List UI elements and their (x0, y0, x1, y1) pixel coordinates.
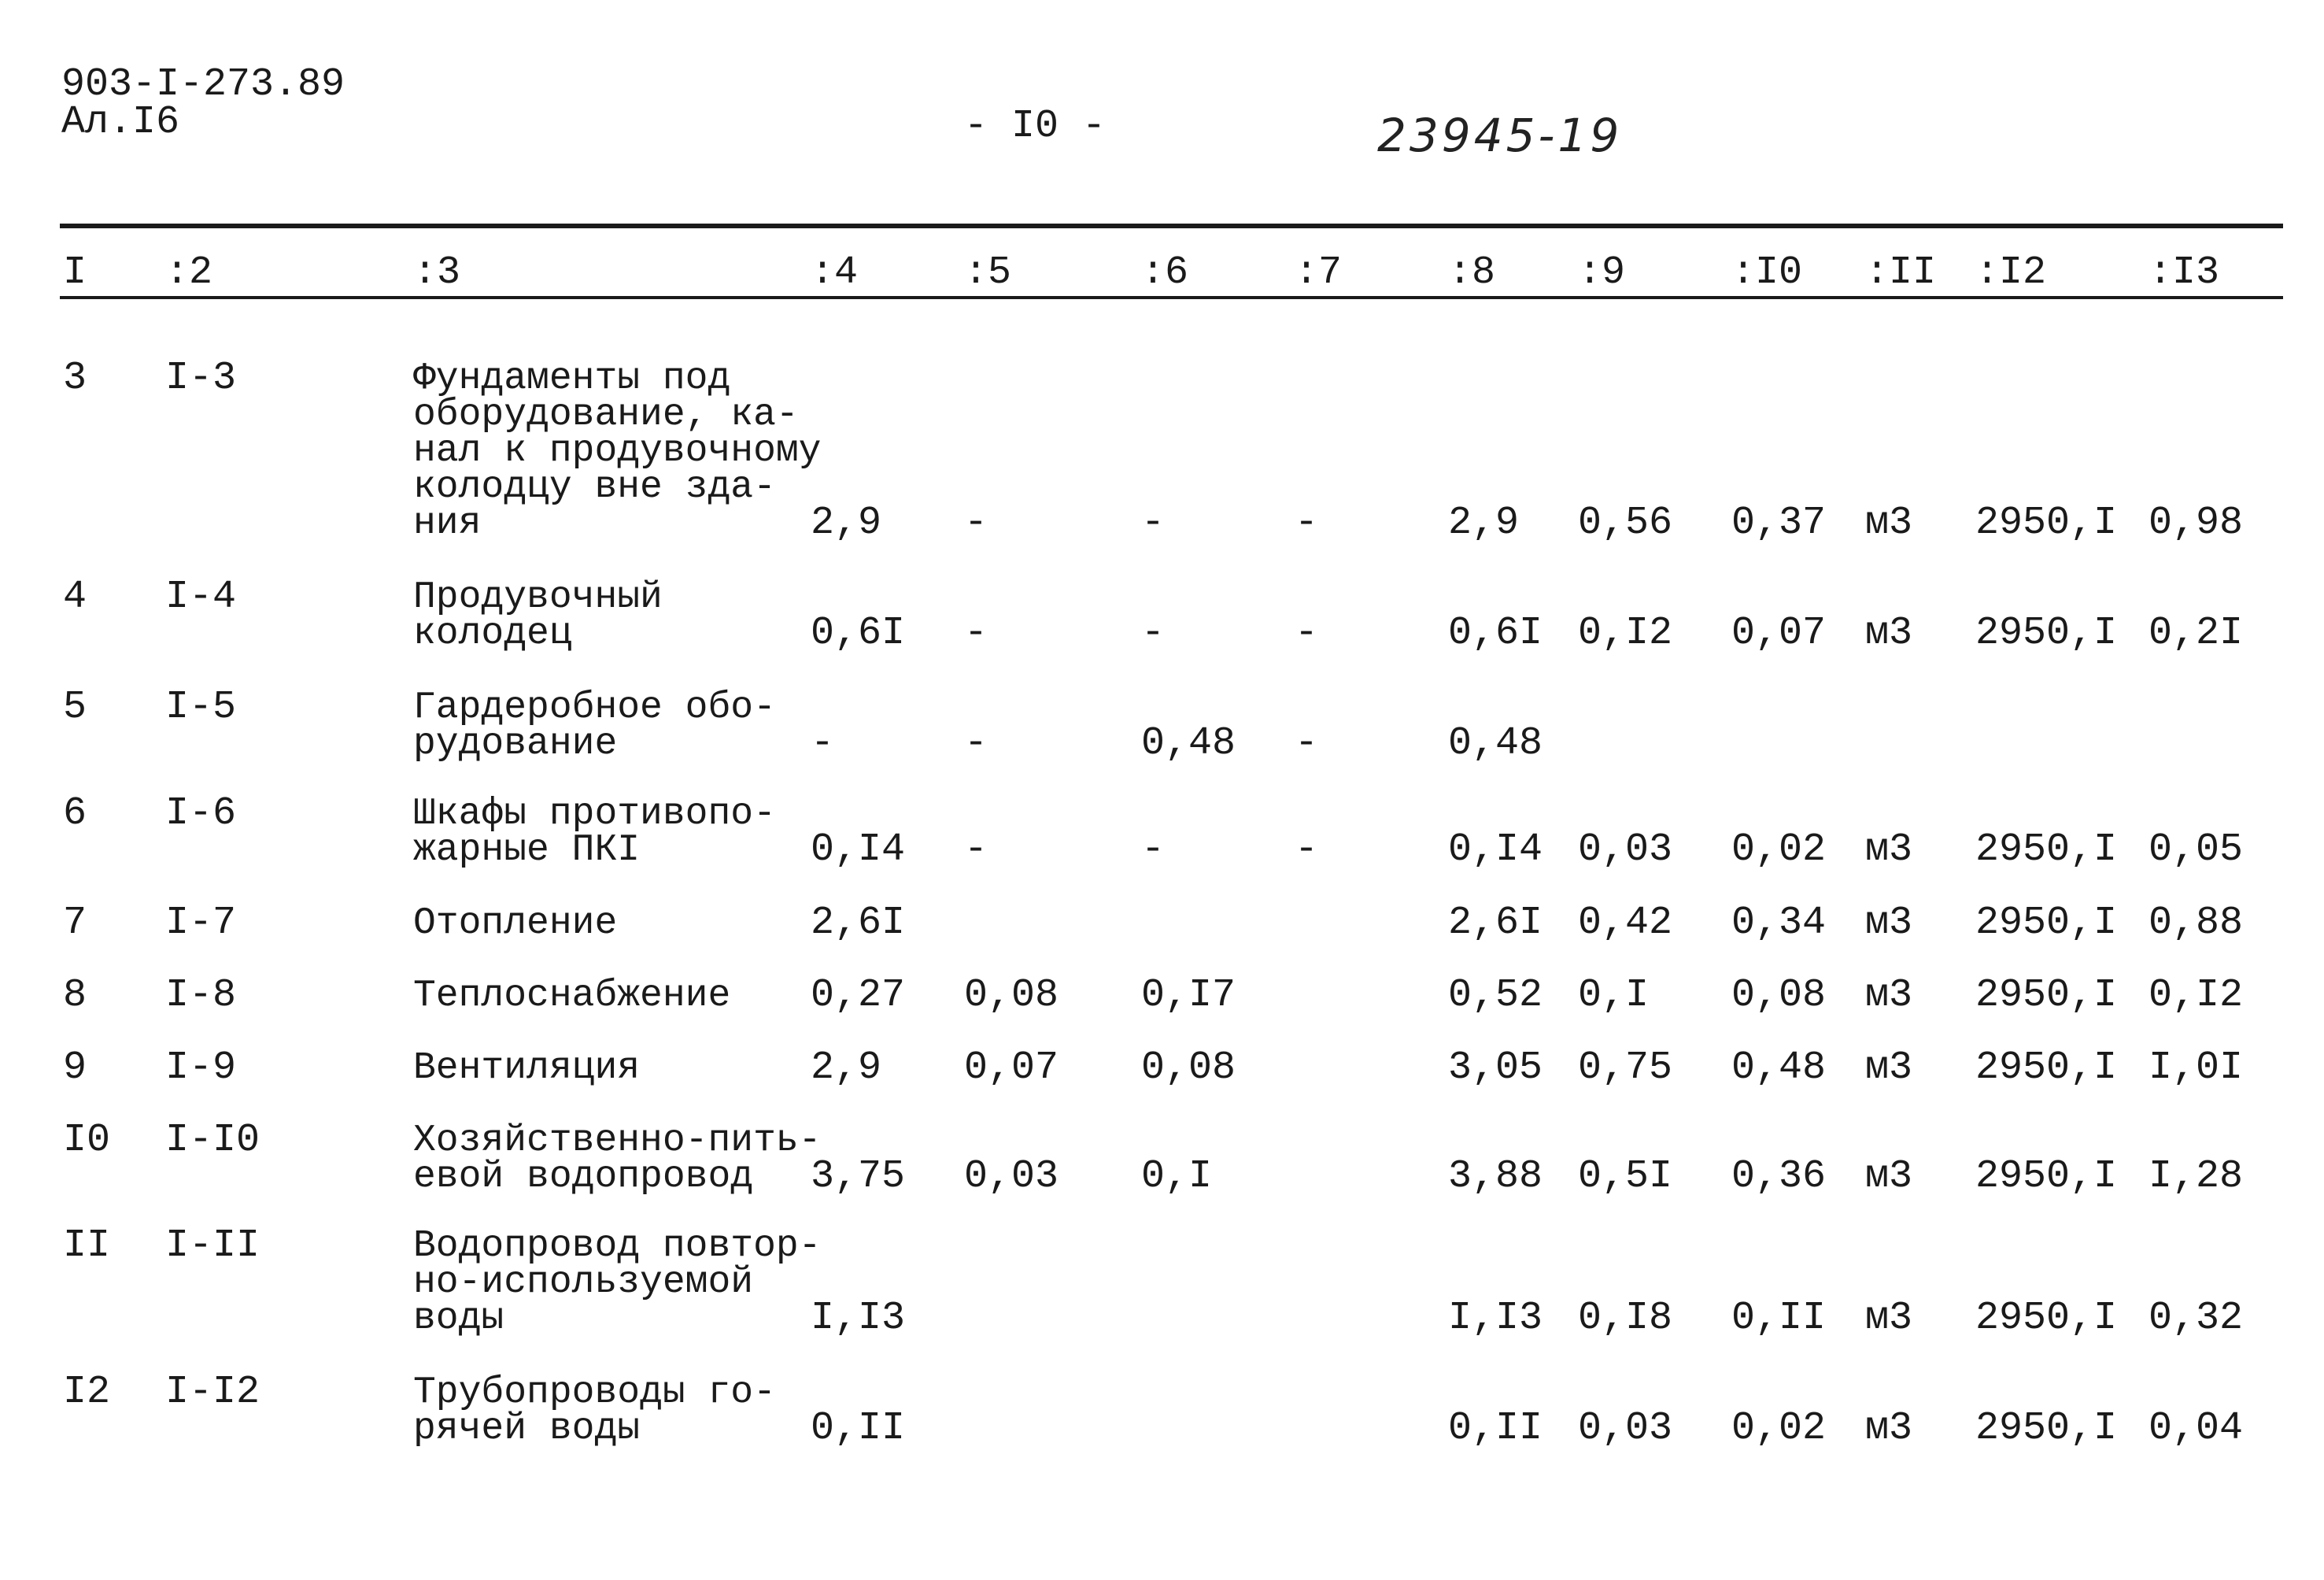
column-header: :II (1865, 250, 1937, 295)
cell-col-2: I-4 (165, 575, 237, 620)
column-header: :4 (811, 250, 859, 295)
cell-col-8: 2,9 (1448, 501, 1520, 546)
column-header: :9 (1578, 250, 1626, 295)
item-name-line: но-используемой (413, 1261, 754, 1304)
cell-col-13: 0,I2 (2148, 973, 2244, 1018)
item-name-line: Хозяйственно-пить- (413, 1119, 822, 1162)
item-name-line: жарные ПКI (413, 829, 641, 871)
cell-col-6: 0,08 (1141, 1045, 1236, 1090)
column-header: :6 (1141, 250, 1189, 295)
cell-col-1: I0 (63, 1118, 111, 1163)
item-name-line: Трубопроводы го- (413, 1371, 776, 1414)
header-bottom-rule (60, 296, 2283, 299)
column-header: I (63, 250, 87, 295)
cell-col-12: 2950,I (1975, 973, 2118, 1018)
cell-col-1: I2 (63, 1370, 111, 1415)
cell-col-11: м3 (1865, 1406, 1913, 1451)
cell-col-8: I,I3 (1448, 1296, 1543, 1341)
item-name-line: колодец (413, 612, 572, 655)
cell-col-1: II (63, 1223, 111, 1268)
cell-col-10: 0,07 (1731, 611, 1827, 656)
cell-col-9: 0,I2 (1578, 611, 1673, 656)
cell-col-12: 2950,I (1975, 1296, 2118, 1341)
cell-col-4: 2,6I (811, 901, 906, 945)
cell-col-11: м3 (1865, 827, 1913, 872)
cell-col-2: I-3 (165, 356, 237, 401)
column-header: :2 (165, 250, 213, 295)
cell-col-13: 0,05 (2148, 827, 2244, 872)
item-name-line: рудование (413, 723, 618, 765)
cell-col-4: 0,I4 (811, 827, 906, 872)
item-name-line: воды (413, 1297, 504, 1340)
cell-col-13: 0,32 (2148, 1296, 2244, 1341)
cell-col-12: 2950,I (1975, 1406, 2118, 1451)
cell-col-12: 2950,I (1975, 501, 2118, 546)
cell-col-1: 8 (63, 973, 87, 1018)
item-name-line: ния (413, 502, 482, 545)
item-name-line: колодцу вне зда- (413, 466, 776, 509)
cell-col-13: 0,2I (2148, 611, 2244, 656)
column-header: :8 (1448, 250, 1496, 295)
cell-col-10: 0,02 (1731, 1406, 1827, 1451)
cell-col-13: I,28 (2148, 1154, 2244, 1199)
cell-col-6: 0,I7 (1141, 973, 1236, 1018)
cell-col-12: 2950,I (1975, 901, 2118, 945)
column-header: :5 (964, 250, 1012, 295)
cell-col-10: 0,02 (1731, 827, 1827, 872)
cell-col-7: - (1295, 721, 1319, 766)
cell-col-9: 0,5I (1578, 1154, 1673, 1199)
cell-col-13: 0,98 (2148, 501, 2244, 546)
cell-col-11: м3 (1865, 1045, 1913, 1090)
column-header: :I3 (2148, 250, 2220, 295)
cell-col-10: 0,48 (1731, 1045, 1827, 1090)
cell-col-4: 0,6I (811, 611, 906, 656)
cell-col-2: I-7 (165, 901, 237, 945)
cell-col-1: 9 (63, 1045, 87, 1090)
item-name-line: рячей воды (413, 1408, 641, 1450)
cell-col-9: 0,42 (1578, 901, 1673, 945)
item-name-line: нал к продувочному (413, 430, 822, 472)
item-name-line: Теплоснабжение (413, 975, 731, 1017)
cell-col-8: 3,05 (1448, 1045, 1543, 1090)
cell-col-11: м3 (1865, 973, 1913, 1018)
cell-col-6: - (1141, 611, 1166, 656)
cell-col-4: 2,9 (811, 1045, 882, 1090)
cell-col-9: 0,03 (1578, 1406, 1673, 1451)
cell-col-11: м3 (1865, 501, 1913, 546)
column-header: :7 (1295, 250, 1343, 295)
document-code (61, 62, 345, 145)
cell-col-2: I-5 (165, 685, 237, 730)
cell-col-2: I-8 (165, 973, 237, 1018)
cell-col-5: 0,07 (964, 1045, 1059, 1090)
cell-col-7: - (1295, 611, 1319, 656)
cell-col-9: 0,I8 (1578, 1296, 1673, 1341)
cell-col-9: 0,56 (1578, 501, 1673, 546)
cell-col-13: 0,04 (2148, 1406, 2244, 1451)
cell-col-6: - (1141, 501, 1166, 546)
item-name-line: евой водопровод (413, 1156, 754, 1198)
cell-col-10: 0,37 (1731, 501, 1827, 546)
cell-col-11: м3 (1865, 1296, 1913, 1341)
cell-col-4: 2,9 (811, 501, 882, 546)
cell-col-1: 4 (63, 575, 87, 620)
cell-col-1: 7 (63, 901, 87, 945)
cell-col-10: 0,II (1731, 1296, 1827, 1341)
item-name-line: Отопление (413, 902, 618, 945)
cell-col-10: 0,34 (1731, 901, 1827, 945)
cell-col-12: 2950,I (1975, 1154, 2118, 1199)
item-name-line: Продувочный (413, 576, 663, 619)
cell-col-4: 3,75 (811, 1154, 906, 1199)
item-name-line: Шкафы противопо- (413, 793, 776, 835)
sheet-line: Ал.I6 (61, 100, 180, 145)
cell-col-12: 2950,I (1975, 1045, 2118, 1090)
doc-code-line: 903-I-273.89 (61, 62, 345, 107)
item-name-line: оборудование, ка- (413, 394, 799, 436)
cell-col-4: 0,27 (811, 973, 906, 1018)
cell-col-8: 0,II (1448, 1406, 1543, 1451)
cell-col-4: I,I3 (811, 1296, 906, 1341)
column-header: :3 (413, 250, 461, 295)
cell-col-1: 3 (63, 356, 87, 401)
cell-col-11: м3 (1865, 611, 1913, 656)
item-name-line: Гардеробное обо- (413, 686, 776, 729)
cell-col-2: I-I0 (165, 1118, 260, 1163)
cell-col-11: м3 (1865, 1154, 1913, 1199)
cell-col-5: 0,08 (964, 973, 1059, 1018)
cell-col-2: I-9 (165, 1045, 237, 1090)
cell-col-13: I,0I (2148, 1045, 2244, 1090)
cell-col-7: - (1295, 827, 1319, 872)
top-rule (60, 224, 2283, 228)
page-number: - I0 - (964, 104, 1107, 149)
cell-col-6: 0,I (1141, 1154, 1213, 1199)
cell-col-2: I-6 (165, 791, 237, 836)
cell-col-5: - (964, 721, 988, 766)
cell-col-5: - (964, 611, 988, 656)
cell-col-2: I-I2 (165, 1370, 260, 1415)
cell-col-6: - (1141, 827, 1166, 872)
cell-col-9: 0,I (1578, 973, 1650, 1018)
cell-col-8: 0,I4 (1448, 827, 1543, 872)
column-header: :I0 (1731, 250, 1803, 295)
cell-col-7: - (1295, 501, 1319, 546)
cell-col-8: 3,88 (1448, 1154, 1543, 1199)
inventory-number: 23945-19 (1377, 109, 1623, 162)
cell-col-5: - (964, 827, 988, 872)
cell-col-6: 0,48 (1141, 721, 1236, 766)
cell-col-12: 2950,I (1975, 827, 2118, 872)
column-header: :I2 (1975, 250, 2047, 295)
cell-col-11: м3 (1865, 901, 1913, 945)
cell-col-4: 0,II (811, 1406, 906, 1451)
cell-col-8: 0,48 (1448, 721, 1543, 766)
cell-col-9: 0,75 (1578, 1045, 1673, 1090)
item-name-line: Фундаменты под (413, 357, 731, 400)
cell-col-8: 0,52 (1448, 973, 1543, 1018)
cell-col-9: 0,03 (1578, 827, 1673, 872)
cell-col-4: - (811, 721, 835, 766)
cell-col-8: 0,6I (1448, 611, 1543, 656)
cell-col-8: 2,6I (1448, 901, 1543, 945)
cell-col-5: - (964, 501, 988, 546)
cell-col-2: I-II (165, 1223, 260, 1268)
cell-col-1: 5 (63, 685, 87, 730)
item-name-line: Вентиляция (413, 1047, 641, 1090)
item-name-line: Водопровод повтор- (413, 1225, 822, 1267)
cell-col-5: 0,03 (964, 1154, 1059, 1199)
cell-col-10: 0,36 (1731, 1154, 1827, 1199)
cell-col-1: 6 (63, 791, 87, 836)
cell-col-13: 0,88 (2148, 901, 2244, 945)
cell-col-10: 0,08 (1731, 973, 1827, 1018)
cell-col-12: 2950,I (1975, 611, 2118, 656)
